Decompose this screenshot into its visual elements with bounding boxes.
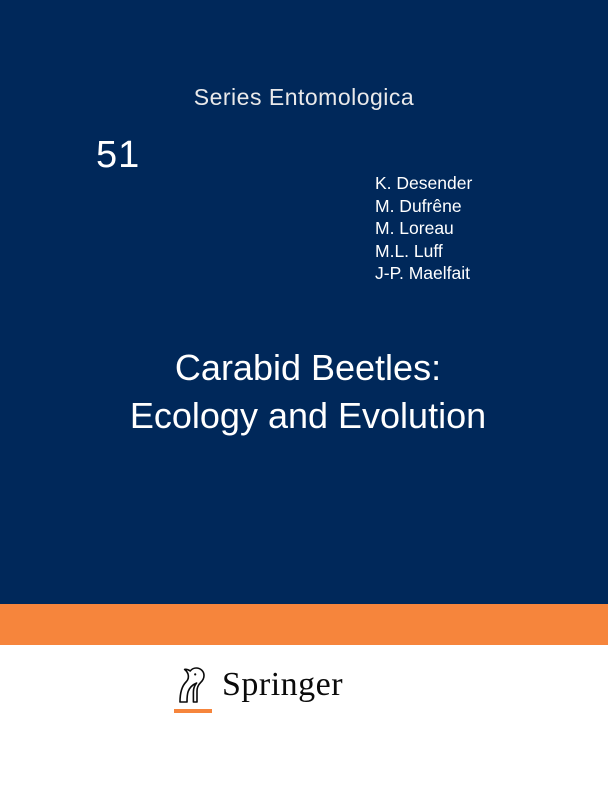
- springer-underline: [174, 709, 212, 713]
- author-list: [375, 172, 472, 285]
- book-title-line-1: Carabid Beetles:: [174, 347, 442, 388]
- publisher-name: Springer: [222, 666, 344, 703]
- author-name: K. Desender: [375, 173, 473, 193]
- book-title-line-2: Ecology and Evolution: [129, 395, 487, 436]
- orange-accent-band: [0, 604, 608, 645]
- series-number: 51: [96, 134, 141, 176]
- author-name: J-P. Maelfait: [375, 263, 470, 283]
- springer-logo: [172, 662, 352, 726]
- springer-horse-icon: [172, 662, 216, 706]
- author-name: M. Dufrêne: [375, 195, 462, 216]
- book-title: [0, 344, 608, 440]
- series-title: Series Entomologica: [193, 84, 415, 110]
- author-name: M.L. Luff: [375, 240, 443, 261]
- author-name: M. Loreau: [375, 218, 454, 238]
